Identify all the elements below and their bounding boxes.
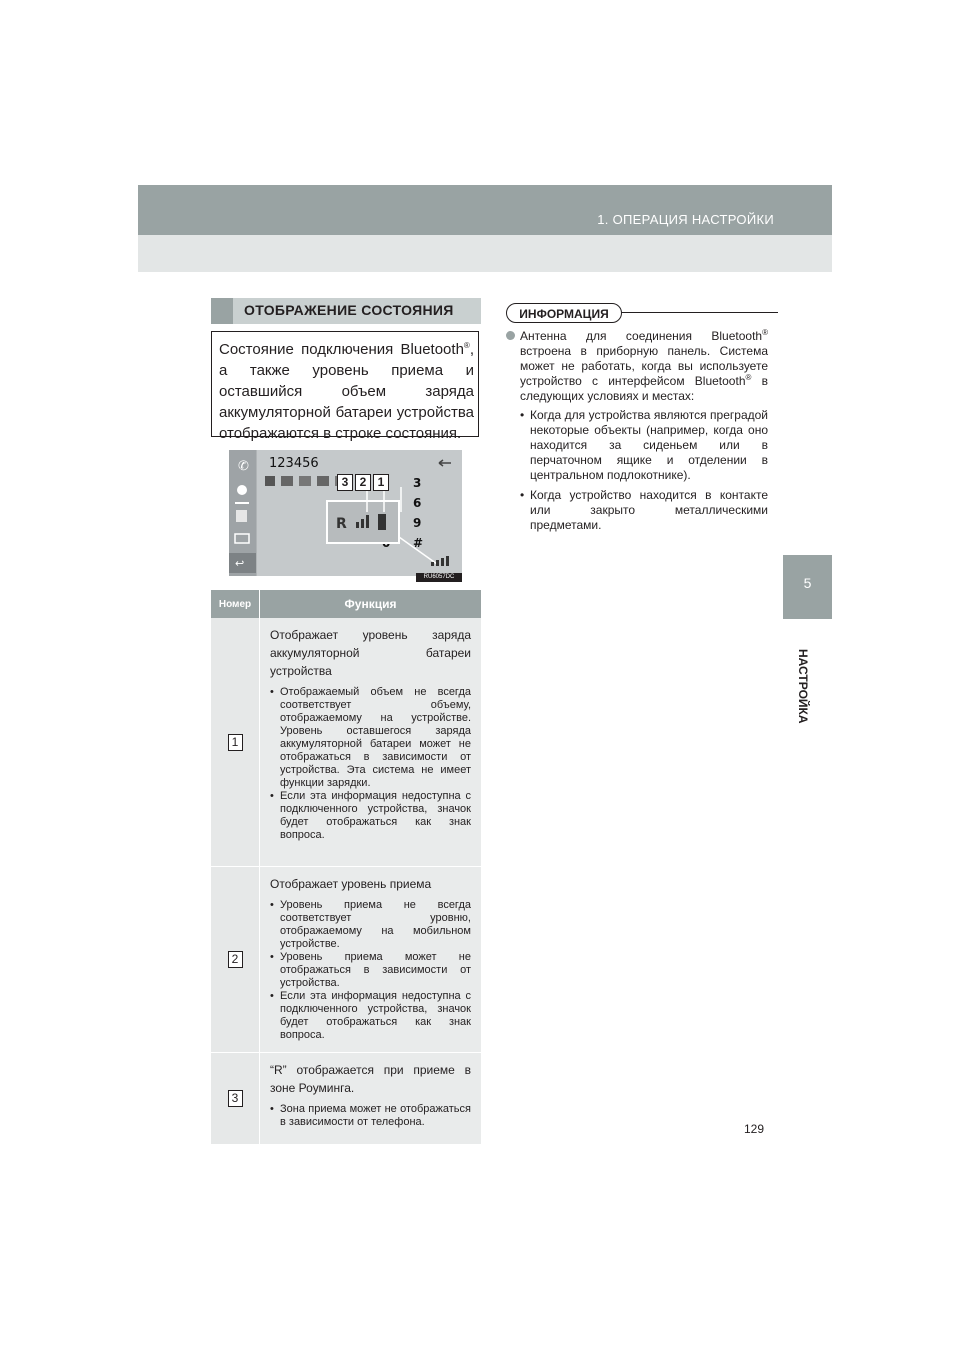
row-bullet-list <box>270 1103 471 1129</box>
list-item: • Если эта информация недоступна с подключенного устройства, значок будет отображаться как знак вопроса. <box>270 790 471 842</box>
intro-text-part2: , а также уровень приема и оставшийся объем заряда аккумуляторной батареи устройства отображаются в строке состояния. <box>219 341 474 442</box>
table-header-number: Номер <box>218 598 252 610</box>
list-item: • Когда устройство находится в контакте или закрыто металлическими предметами. <box>520 488 768 533</box>
registered-mark: ® <box>463 341 470 350</box>
table-row <box>211 866 481 1052</box>
row-number-box: 1 <box>228 734 243 751</box>
row-lead-text: Отображает уровень приема <box>270 876 432 891</box>
table-row <box>211 618 481 866</box>
chapter-number: 5 <box>803 575 812 591</box>
list-item: • Уровень приема может не отображаться в зависимости от устройства. <box>270 951 471 990</box>
table-row-function-cell <box>260 618 482 866</box>
intro-text <box>219 339 474 444</box>
chapter-title-vertical <box>775 628 835 724</box>
chapter-title: НАСТРОЙКА <box>796 649 810 724</box>
info-main-part2: встроена в приборную панель. Система может не работать, когда вы используете устройство с интерфейсом Bluetooth <box>520 344 768 388</box>
keypad-key-hash: # <box>413 536 424 550</box>
svg-text:R: R <box>336 516 347 532</box>
section-header-square <box>211 298 233 324</box>
table-row-number-cell <box>211 1052 260 1144</box>
info-label: ИНФОРМАЦИЯ <box>506 303 622 323</box>
row-bullet-list <box>270 686 471 842</box>
svg-text:✆: ✆ <box>238 459 249 474</box>
table-row-function-cell <box>260 1052 482 1144</box>
info-main-paragraph <box>506 329 768 404</box>
row-number-box: 3 <box>228 1090 243 1107</box>
list-item: • Уровень приема не всегда соответствует уровню, отображаемому на мобильном устройстве. <box>270 899 471 951</box>
table-row-number-cell <box>211 866 260 1052</box>
row-lead-text: Отображает уровень заряда аккумуляторной батареи устройства <box>270 628 471 678</box>
section-title: ОТОБРАЖЕНИЕ СОСТОЯНИЯ <box>244 302 454 318</box>
intro-text-part1: Состояние подключения Bluetooth <box>219 341 464 358</box>
bullet-dot-icon <box>506 331 515 340</box>
phone-screen-illustration <box>229 450 462 576</box>
callout-1: 1 <box>373 474 389 491</box>
list-item: • Отображаемый объем не всегда соответствует объему, отображаемому на устройстве. Уровень оставшегося заряда аккумуляторной батареи может не отображаться в зависимости от устройства. Эта система не имеет функции зарядки. <box>270 686 471 790</box>
table-header-row <box>211 590 481 618</box>
header-bar <box>138 185 832 235</box>
table-row <box>211 1052 481 1144</box>
row-number-box: 2 <box>228 951 243 968</box>
table-row-function-cell <box>260 866 482 1052</box>
info-divider <box>621 312 778 313</box>
registered-mark: ® <box>762 328 768 337</box>
callout-2: 2 <box>355 474 371 491</box>
screen-phone-number: 123456 <box>269 456 319 471</box>
svg-text:↩: ↩ <box>235 557 245 570</box>
image-code: RU6057DC <box>416 573 462 582</box>
keypad-key-3: 3 <box>413 476 422 490</box>
list-item: • Если эта информация недоступна с подключенного устройства, значок будет отображаться как знак вопроса. <box>270 990 471 1042</box>
table-header-function: Функция <box>260 590 482 618</box>
keypad-key-9: 9 <box>413 516 422 530</box>
registered-mark: ® <box>745 373 752 382</box>
row-lead-text: “R” отображается при приеме в зоне Роуминга. <box>270 1062 471 1095</box>
callout-3: 3 <box>337 474 353 491</box>
screen-sidebar-icons <box>229 450 256 576</box>
status-table <box>211 590 481 1144</box>
info-body <box>506 329 768 538</box>
info-main-part3: в следующих условиях и местах: <box>520 374 768 403</box>
screen-sidebar <box>229 450 256 576</box>
info-main-part1: Антенна для соединения Bluetooth <box>520 329 763 343</box>
keypad-key-6: 6 <box>413 496 422 510</box>
list-item: • Зона приема может не отображаться в зависимости от телефона. <box>270 1103 471 1129</box>
table-row-number-cell <box>211 618 260 866</box>
row-bullet-list <box>270 899 471 1042</box>
info-sub-list <box>520 408 768 533</box>
header-subbar <box>138 235 832 272</box>
back-arrow-icon <box>437 458 453 468</box>
list-item: • Когда для устройства являются преградой некоторые объекты (например, когда оно находится за сиденьем или в перчаточном ящике и отделении в центральном подлокотнике). <box>520 408 768 483</box>
header-section-title: 1. ОПЕРАЦИЯ НАСТРОЙКИ <box>597 212 774 227</box>
status-signal-icon <box>429 554 459 568</box>
page-number: 129 <box>744 1122 765 1136</box>
